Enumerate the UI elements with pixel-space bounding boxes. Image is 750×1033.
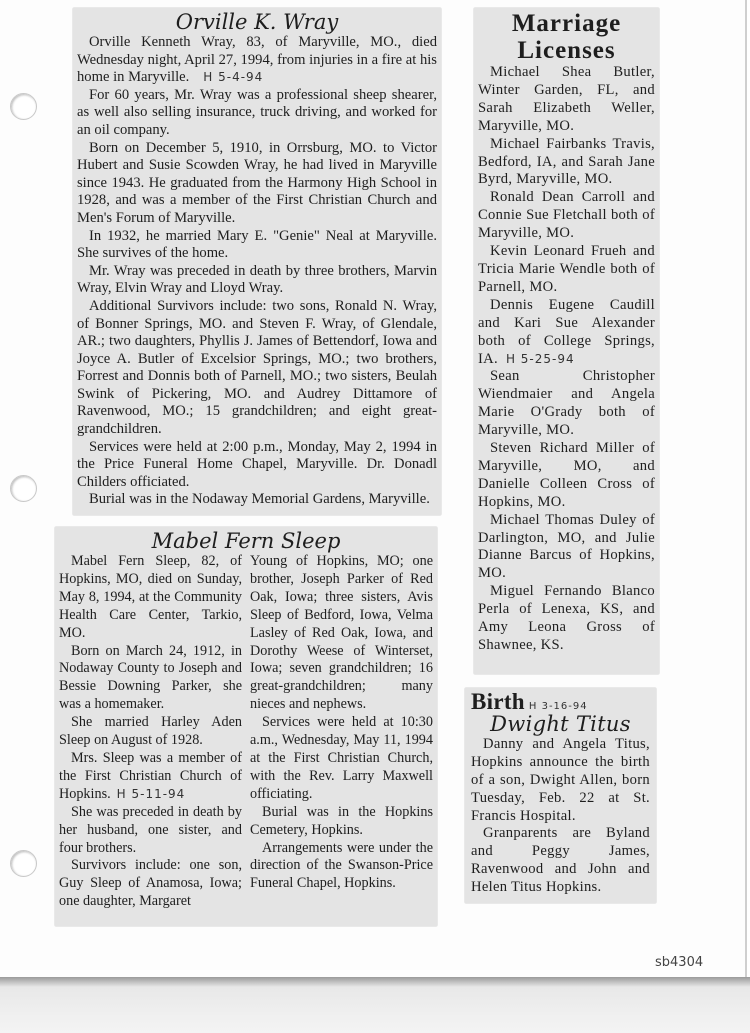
paragraph: Services were held at 10:30 a.m., Wednesday, May 11, 1994 at the First Christian Church, with the Rev. Larry Maxwell officiating. [250, 714, 433, 802]
paragraph: For 60 years, Mr. Wray was a professional sheep shearer, as well also selling insurance, truck driving, and worked for an oil company. [77, 86, 437, 138]
obituary-orville-wray [73, 8, 441, 515]
column-right [250, 553, 433, 911]
punch-hole [10, 93, 37, 120]
paragraph: Born on March 24, 1912, in Nodaway County to Joseph and Bessie Downing Parker, she was a homemaker. [59, 642, 242, 713]
paragraph [77, 34, 437, 87]
section-heading: Birth [471, 689, 525, 714]
paragraph: Mabel Fern Sleep, 82, of Hopkins, MO, died on Sunday, May 8, 1994, at the Community Health Care Center, Tarkio, MO. [59, 553, 242, 641]
paragraph: Young of Hopkins, MO; one brother, Joseph Parker of Red Oak, Iowa; three sisters, Avis Sleep of Bedford, Iowa, Velma Lasley of Red Oak, Iowa, and Dorothy Weese of Winterset, Iowa; seven grandchildren; 16 great-grandchildren; many nieces and nephews. [250, 553, 433, 713]
birth-announcement-clipping [465, 688, 656, 903]
paragraph: Arrangements were under the direction of the Swanson-Price Funeral Chapel, Hopkins. [250, 839, 433, 892]
paragraph-text: Mrs. Sleep was a member of the First Christian Church of Hopkins. [59, 749, 242, 802]
paragraph: Burial was in the Hopkins Cemetery, Hopkins. [250, 803, 433, 838]
handwritten-date: H 3-16-94 [528, 701, 588, 712]
obituary-title: Orville K. Wray [175, 10, 339, 34]
paragraph: Miguel Fernando Blanco Perla of Lenexa, KS, and Amy Leona Gross of Shawnee, KS. [478, 583, 655, 653]
handwritten-date: H 5-11-94 [116, 786, 186, 801]
marriage-licenses-clipping [474, 8, 659, 674]
paragraph-text: Orville Kenneth Wray, 83, of Maryville, MO., died Wednesday night, April 27, 1994, from injuries in a fire at his home in Maryville. [77, 34, 437, 86]
paragraph: Additional Survivors include: two sons, Ronald N. Wray, of Bonner Springs, MO. and Steven F. Wray, of Glendale, AR.; two daughters, Phyllis J. James of Bettendorf, Iowa and Joyce A. Butler of Excelsior Springs, MO.; two brothers, Forrest and Donnis both of Parnell, MO.; two sisters, Beulah Swink of Pickering, MO. and Audrey Dittamore of Ravenwood, MO.; 15 grandchildren; and eight great-grandchildren. [77, 297, 437, 438]
paragraph: Steven Richard Miller of Maryville, MO, and Danielle Colleen Cross of Hopkins, MO. [478, 440, 655, 510]
paragraph [59, 750, 242, 804]
punch-hole [10, 475, 37, 502]
section-heading: Marriage Licenses [511, 10, 622, 64]
column-left [59, 553, 242, 911]
handwritten-date: H 5-4-94 [203, 70, 264, 85]
paragraph: Sean Christopher Wiendmaier and Angela Marie O'Grady both of Maryville, MO. [478, 368, 655, 439]
paragraph: Mr. Wray was preceded in death by three brothers, Marvin Wray, Elvin Wray and Lloyd Wray. [77, 262, 437, 297]
punch-hole [10, 850, 37, 877]
paragraph: Born on December 5, 1910, in Orrsburg, MO. to Victor Hubert and Susie Scowden Wray, he had lived in Maryville since 1943. He graduated from the Harmony High School in 1928, and was a member of the First Christian Church and Men's Forum of Maryville. [77, 139, 437, 226]
paragraph: Granparents are Byland and Peggy James, Ravenwood and John and Helen Titus Hopkins. [471, 825, 650, 896]
scanner-edge [0, 977, 750, 1033]
paragraph: Danny and Angela Titus, Hopkins announce the birth of a son, Dwight Allen, born Tuesday, Feb. 22 at St. Francis Hospital. [471, 735, 650, 824]
paragraph: She married Harley Aden Sleep on August of 1928. [59, 714, 242, 749]
paragraph: Michael Shea Butler, Winter Garden, FL, and Sarah Elizabeth Weller, Maryville, MO. [478, 64, 655, 134]
obituary-mabel-sleep [55, 527, 437, 926]
paragraph: Services were held at 2:00 p.m., Monday, May 2, 1994 in the Price Funeral Home Chapel, Maryville. Dr. Donadl Childers officiated. [77, 438, 437, 490]
paragraph: She was preceded in death by her husband, one sister, and four brothers. [59, 803, 242, 856]
paragraph: Ronald Dean Carroll and Connie Sue Fletchall both of Maryville, MO. [478, 189, 655, 242]
paragraph: In 1932, he married Mary E. "Genie" Neal at Maryville. She survives of the home. [77, 227, 437, 262]
announcement-subtitle: Dwight Titus [490, 711, 631, 736]
handwritten-reference-number: sb4304 [655, 955, 704, 970]
paragraph: Survivors include: one son, Guy Sleep of Anamosa, Iowa; one daughter, Margaret [59, 857, 242, 910]
paragraph: Kevin Leonard Frueh and Tricia Marie Wendle both of Parnell, MO. [478, 243, 655, 295]
paragraph: Michael Fairbanks Travis, Bedford, IA, and Sarah Jane Byrd, Maryville, MO. [478, 135, 655, 188]
paragraph: Burial was in the Nodaway Memorial Gardens, Maryville. [89, 491, 430, 508]
paragraph: Michael Thomas Duley of Darlington, MO, and Julie Dianne Barcus of Hopkins, MO. [478, 511, 655, 582]
paragraph-text: Dennis Eugene Caudill and Kari Sue Alexander both of College Springs, IA. [478, 296, 655, 367]
handwritten-date: H 5-25-94 [505, 351, 575, 366]
obituary-title: Mabel Fern Sleep [151, 529, 341, 553]
paragraph [478, 297, 655, 369]
